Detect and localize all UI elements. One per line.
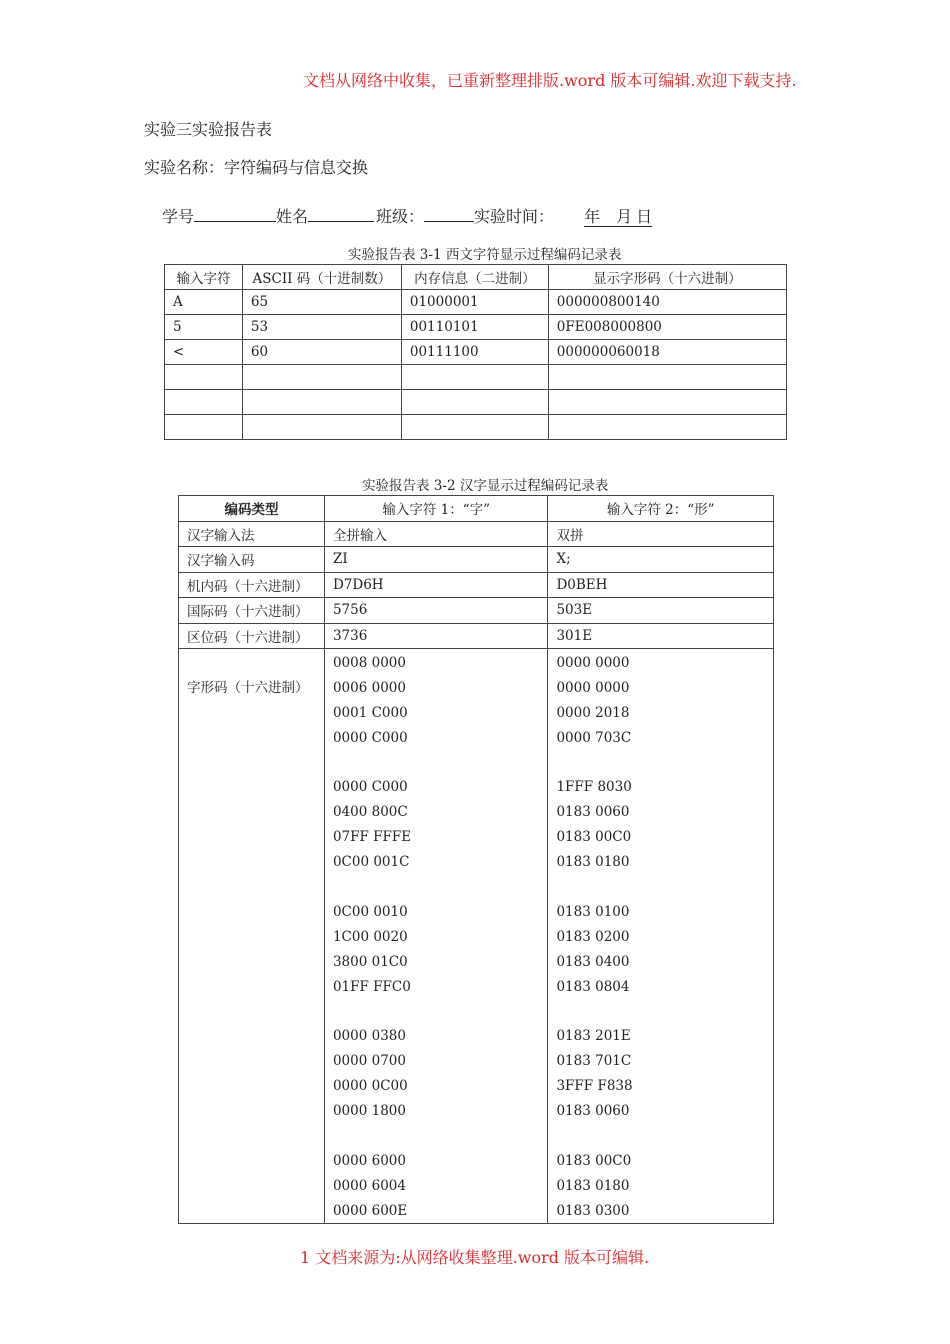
glyph-code-line: 3800 01C0 xyxy=(332,953,408,970)
info-line xyxy=(162,204,652,227)
glyph-code-line: 0001 C000 xyxy=(332,704,408,721)
table-row xyxy=(165,340,787,365)
table-cell[interactable] xyxy=(401,365,548,390)
glyph-code-line: 0C00 001C xyxy=(332,854,410,871)
glyph-code-line xyxy=(556,751,765,776)
table2-header: 输入字符 2：“形” xyxy=(548,496,774,522)
glyph-code-line xyxy=(333,999,540,1024)
footer-note: 1 文档来源为:从网络收集整理.word 版本可编辑. xyxy=(300,1248,650,1267)
glyph-code-line: 0000 600E xyxy=(332,1202,408,1219)
name-label: 姓名 xyxy=(276,207,309,226)
table1-caption: 实验报告表 3-1 西文字符显示过程编码记录表 xyxy=(348,247,622,263)
table-cell: 00111100 xyxy=(401,340,548,365)
table-cell[interactable] xyxy=(242,390,401,415)
glyph-code-line: 0000 C000 xyxy=(332,729,408,746)
class-label: 班级： xyxy=(376,207,425,226)
table-cell: 60 xyxy=(242,340,401,365)
glyph-code-line: 07FF FFFE xyxy=(332,829,412,846)
glyph-code-line: 1C00 0020 xyxy=(332,928,408,945)
table-cell: A xyxy=(165,290,243,315)
table2-header: 输入字符 1：“字” xyxy=(324,496,548,522)
glyph-code-line: 0008 0000 xyxy=(332,655,406,671)
glyph-code-line: 01FF FFC0 xyxy=(332,978,411,995)
glyph-code-line: 0400 800C xyxy=(332,804,408,821)
table-row xyxy=(179,521,774,547)
table1-header-row xyxy=(165,265,787,290)
table1-header: ASCII 码（十进制数） xyxy=(242,265,401,290)
table2-header-row xyxy=(179,496,774,522)
glyph-code-line: 0000 1800 xyxy=(332,1103,406,1120)
table-row xyxy=(165,415,787,440)
table-row xyxy=(165,390,787,415)
glyph-code-line: 0183 00C0 xyxy=(556,1152,632,1169)
table-row xyxy=(179,572,774,598)
glyph-code-line: 0183 701C xyxy=(556,1053,632,1070)
table2 xyxy=(178,495,774,1224)
glyph-code-line: 0C00 0010 xyxy=(332,903,408,920)
table-cell: 01000001 xyxy=(401,290,548,315)
class-blank[interactable] xyxy=(424,204,474,222)
glyph-label: 字形码（十六进制） xyxy=(179,649,325,1224)
student-id-blank[interactable] xyxy=(194,204,276,222)
table-cell[interactable] xyxy=(548,415,786,440)
row-label: 国际码（十六进制） xyxy=(179,598,325,624)
table-cell: 3736 xyxy=(324,623,548,649)
day-label: 日 xyxy=(636,207,653,226)
glyph-code-line: 3FFF F838 xyxy=(556,1078,633,1095)
glyph-code-line: 0000 0000 xyxy=(556,679,630,696)
row-label: 汉字输入码 xyxy=(179,547,325,573)
table-row xyxy=(179,598,774,624)
name-blank[interactable] xyxy=(308,204,374,222)
table-cell: 301E xyxy=(548,623,774,649)
table-cell: X; xyxy=(548,547,774,573)
row-label: 区位码（十六进制） xyxy=(179,623,325,649)
table-cell: 全拼输入 xyxy=(324,521,548,547)
glyph-code-line: 0183 0300 xyxy=(556,1202,630,1219)
table-cell[interactable] xyxy=(401,415,548,440)
glyph-code-line: 0000 0C00 xyxy=(332,1078,408,1095)
date-field[interactable] xyxy=(584,207,652,227)
table-cell: 000000060018 xyxy=(548,340,786,365)
table-cell[interactable] xyxy=(242,415,401,440)
table-cell: D0BEH xyxy=(548,572,774,598)
experiment-name: 实验名称：字符编码与信息交换 xyxy=(144,158,369,177)
glyph-code-line: 0183 00C0 xyxy=(556,829,632,846)
table-cell[interactable] xyxy=(165,390,243,415)
table1-header: 输入字符 xyxy=(165,265,243,290)
table1 xyxy=(164,264,787,440)
table-cell: 503E xyxy=(548,598,774,624)
glyph-code-line: 0183 0060 xyxy=(556,804,630,821)
table-cell: ZI xyxy=(324,547,548,573)
month-label: 月 xyxy=(616,207,633,226)
glyph-code-line: 0183 0400 xyxy=(556,953,630,970)
glyph-code-line: 0000 0000 xyxy=(556,655,630,671)
table-cell[interactable] xyxy=(401,390,548,415)
table-row xyxy=(179,547,774,573)
table-row xyxy=(179,623,774,649)
glyph-lines xyxy=(333,651,540,1223)
table1-header: 显示字形码（十六进制） xyxy=(548,265,786,290)
glyph-code-line: 0000 0700 xyxy=(332,1053,406,1070)
table1-header: 内存信息（二进制） xyxy=(401,265,548,290)
glyph-code-line xyxy=(556,999,765,1024)
table-cell: 53 xyxy=(242,315,401,340)
table-cell: 00110101 xyxy=(401,315,548,340)
table-row xyxy=(165,315,787,340)
table-cell[interactable] xyxy=(242,365,401,390)
table-cell[interactable] xyxy=(165,365,243,390)
row-label: 机内码（十六进制） xyxy=(179,572,325,598)
glyph-code-line: 1FFF 8030 xyxy=(556,779,632,796)
table-cell: 5756 xyxy=(324,598,548,624)
table-row xyxy=(165,290,787,315)
glyph-code-line: 0000 0380 xyxy=(332,1028,406,1045)
glyph-code-line: 0183 0200 xyxy=(556,928,630,945)
glyph-codes-char2 xyxy=(548,649,774,1224)
glyph-code-line: 0183 201E xyxy=(556,1028,631,1045)
glyph-code-line xyxy=(333,1124,540,1149)
glyph-code-line: 0183 0180 xyxy=(556,1177,630,1194)
glyph-code-line: 0183 0804 xyxy=(556,978,630,995)
table-cell[interactable] xyxy=(548,390,786,415)
glyph-code-line: 0006 0000 xyxy=(332,679,406,696)
year-label: 年 xyxy=(584,207,601,226)
table-cell: D7D6H xyxy=(324,572,548,598)
glyph-code-line: 0000 2018 xyxy=(556,704,630,721)
table-cell[interactable] xyxy=(165,415,243,440)
table-cell: 双拼 xyxy=(548,521,774,547)
glyph-code-line: 0000 C000 xyxy=(332,779,408,796)
glyph-row xyxy=(179,649,774,1224)
student-id-label: 学号 xyxy=(162,207,195,226)
glyph-code-line: 0000 703C xyxy=(556,729,632,746)
row-label: 汉字输入法 xyxy=(179,521,325,547)
glyph-code-line xyxy=(556,1124,765,1149)
glyph-code-line: 0000 6000 xyxy=(332,1152,406,1169)
table-cell[interactable] xyxy=(548,365,786,390)
glyph-code-line xyxy=(333,875,540,900)
table2-header: 编码类型 xyxy=(179,496,325,522)
time-label: 实验时间： xyxy=(474,207,555,226)
table-cell: 0FE008000800 xyxy=(548,315,786,340)
glyph-code-line: 0183 0060 xyxy=(556,1103,630,1120)
table-cell: 000000800140 xyxy=(548,290,786,315)
table-cell: 65 xyxy=(242,290,401,315)
glyph-code-line: 0000 6004 xyxy=(332,1177,406,1194)
glyph-codes-char1 xyxy=(324,649,548,1224)
glyph-code-line xyxy=(556,875,765,900)
glyph-code-line: 0183 0100 xyxy=(556,903,630,920)
glyph-lines xyxy=(556,651,765,1223)
header-note: 文档从网络中收集，已重新整理排版.word 版本可编辑.欢迎下载支持. xyxy=(303,71,797,90)
table-row xyxy=(165,365,787,390)
table-cell: < xyxy=(165,340,243,365)
table-cell: 5 xyxy=(165,315,243,340)
table2-caption: 实验报告表 3-2 汉字显示过程编码记录表 xyxy=(362,478,609,494)
report-title: 实验三实验报告表 xyxy=(144,120,273,139)
glyph-code-line: 0183 0180 xyxy=(556,854,630,871)
glyph-code-line xyxy=(333,751,540,776)
